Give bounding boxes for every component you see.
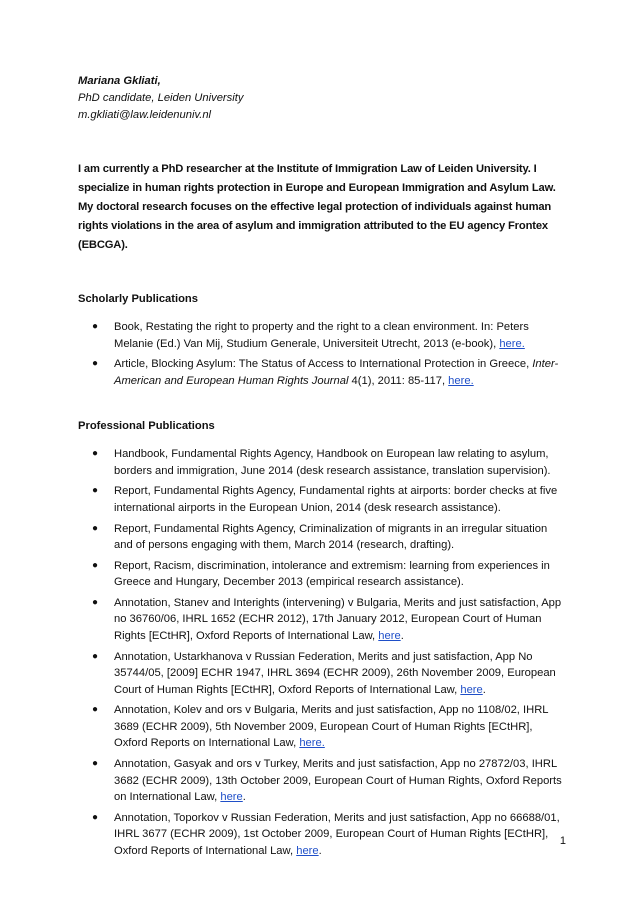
bullet-icon: ● [92,704,99,716]
bullet-icon: ● [92,448,99,460]
publication-text: Handbook, Fundamental Rights Agency, Handbook on European law relating to asylum, borders and immigration, June 2014 (desk research assistance, translation supervision). [114,448,551,477]
list-item [78,483,568,516]
punctuation: . [400,629,404,642]
list-item [78,446,568,479]
list-item [78,558,568,591]
professional-heading: Professional Publications [78,420,215,433]
journal-title: Inter-American and European Human Rights Journal [114,358,559,387]
here-link[interactable]: here. [499,337,525,350]
bullet-icon: ● [92,811,99,823]
publication-text: Report, Racism, discrimination, intolerance and extremism: learning from experiences in Greece and Hungary, December 2013 (empirical research assistance). [114,559,550,589]
bullet-icon: ● [92,522,99,534]
publication-text: 4(1), 2011: 85-117, [348,374,449,387]
list-item [78,319,568,352]
bullet-icon: ● [92,358,99,370]
scholarly-heading: Scholarly Publications [78,293,198,305]
punctuation: . [482,683,486,696]
list-item [78,756,568,806]
page-number: 1 [559,835,566,847]
publication-text: Annotation, Stanev and Interights (intervening) v Bulgaria, Merits and just satisfaction, App no 36760/06, IHRL 1652 (ECHR 2012), 17th January 2012, European Court of Human Rights [ECtHR], Oxford Reports of International Law, [114,596,562,642]
scholarly-list [78,319,568,389]
publication-text: Report, Fundamental Rights Agency, Fundamental rights at airports: border checks at five international airports in the European Union, 2014 (desk research assistance). [114,485,558,514]
here-link[interactable]: here [378,629,401,642]
author-block [78,73,568,124]
author-email: m.gkliati@law.leidenuniv.nl [78,109,212,121]
list-item [78,595,568,645]
here-link[interactable]: here [296,844,319,857]
list-item [78,702,568,752]
punctuation: . [318,844,322,857]
intro-paragraph: I am currently a PhD researcher at the Institute of Immigration Law of Leiden University. I specialize in human rights protection in Europe and European Immigration and Asylum Law. My doctoral research focuses on the effective legal protection of individuals against human rights violations in the area of asylum and immigration attributed to the EU agency Frontex (EBCGA). [78,163,556,251]
bullet-icon: ● [92,485,99,497]
punctuation: . [242,791,246,803]
bullet-icon: ● [92,758,99,769]
bullet-icon: ● [92,650,99,662]
professional-list [78,446,568,859]
publication-text: Annotation, Toporkov v Russian Federation, Merits and just satisfaction, App no 66688/01, IHRL 3677 (ECHR 2009), 1st October 2009, European Court of Human Rights [ECtHR], Oxford Reports of International Law, [114,811,560,857]
bullet-icon: ● [92,596,99,608]
here-link[interactable]: here [460,683,483,696]
publication-text: Annotation, Gasyak and ors v Turkey, Merits and just satisfaction, App no 27872/03, IHRL 3682 (ECHR 2009), 13th October 2009, European Court of Human Rights, Oxford Reports on International Law, [114,758,562,803]
list-item [78,521,568,554]
publication-text: Book, Restating the right to property and the right to a clean environment. In: Peters Melanie (Ed.) Van Mij, Studium Generale, Universiteit Utrecht, 2013 (e-book), [114,321,529,350]
bullet-icon: ● [92,559,99,571]
list-item [78,356,568,389]
publication-text: Article, Blocking Asylum: The Status of Access to International Protection in Greece, [114,358,533,371]
list-item [78,810,568,860]
publication-text: Annotation, Kolev and ors v Bulgaria, Merits and just satisfaction, App no 1108/02, IHRL 3689 (ECHR 2009), 5th November 2009, European Court of Human Rights [ECtHR], Oxford Reports on International Law, [114,704,549,750]
here-link[interactable]: here [220,791,243,803]
publication-text: Report, Fundamental Rights Agency, Criminalization of migrants in an irregular situation and of persons engaging with them, March 2014 (research, drafting). [114,522,548,552]
bullet-icon: ● [92,321,99,332]
author-name: Mariana Gkliati, [78,75,161,87]
here-link[interactable]: here. [299,737,325,750]
here-link[interactable]: here. [448,374,474,387]
list-item [78,649,568,699]
author-position: PhD candidate, Leiden University [78,92,244,104]
publication-text: Annotation, Ustarkhanova v Russian Federation, Merits and just satisfaction, App No 35744/05, [2009] ECHR 1947, IHRL 3694 (ECHR 2009), 26th November 2009, European Court of Human Rights [ECtHR], Oxford Reports of International Law, [114,650,556,696]
document-page [78,73,568,863]
